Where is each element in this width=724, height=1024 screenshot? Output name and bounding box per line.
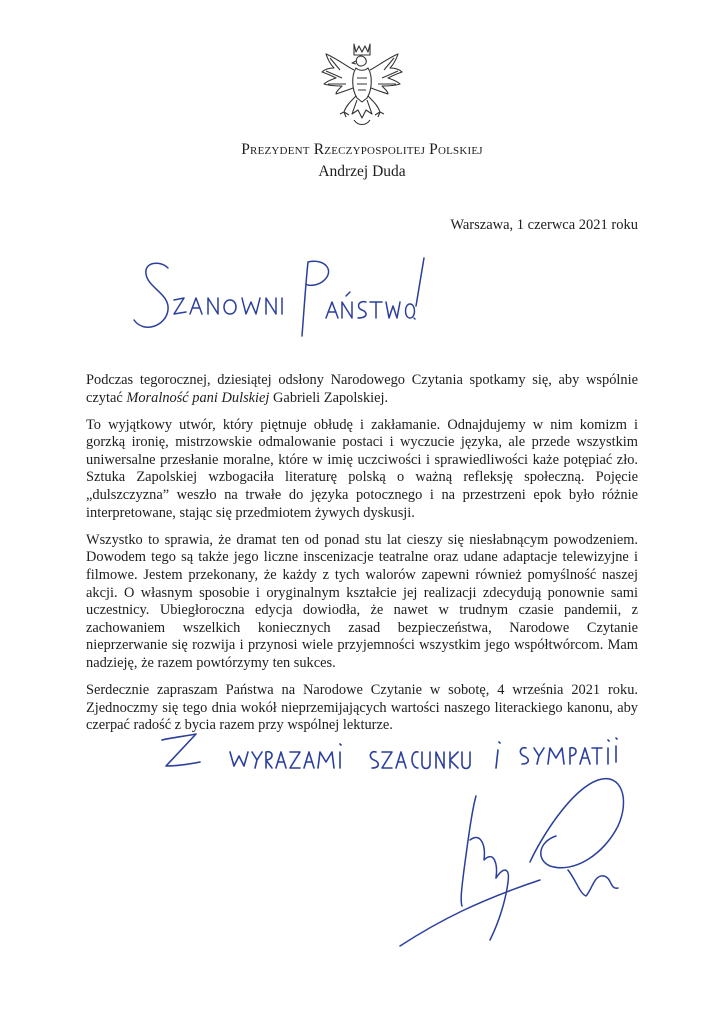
letter-date: Warszawa, 1 czerwca 2021 roku	[450, 217, 638, 233]
office-title: Prezydent Rzeczypospolitej Polskiej	[241, 141, 483, 158]
paragraph-1: Podczas tegorocznej, dziesiątej odsłony Narodowego Czytania spotkamy się, aby wspólnie czytać Moralność pani Dulskiej Gabrieli Zapolskiej.	[86, 372, 638, 406]
president-name: Andrzej Duda	[318, 163, 406, 180]
handwritten-greeting	[130, 250, 430, 360]
letter-body	[86, 372, 638, 735]
white-eagle-emblem-icon	[316, 40, 408, 136]
book-title: Moralność pani Dulskiej	[126, 389, 270, 406]
paragraph-3: Wszystko to sprawia, że dramat ten od ponad stu lat cieszy się niesłabnącym powodzeniem. Dowodem tego są także jego liczne inscenizacje teatralne oraz udane adaptacje telewizyjne i filmowe. Jestem przekonany, że każdy z tych walorów zapewni również pomyślność naszej akcji. O własnym sposobie i oryginalnym kształcie jej realizacji zdecydują ponownie sami uczestnicy. Ubiegłoroczna edycja dowiodła, że nawet w trudnym czasie pandemii, z zachowaniem wszelkich koniecznych zasad bezpieczeństwa, Narodowe Czytanie nieprzerwanie się rozwija i przynosi wiele przyjemności wszystkim jego współtwórcom. Mam nadzieję, że razem powtórzymy ten sukces.	[86, 531, 638, 671]
paragraph-4: Serdecznie zapraszam Państwa na Narodowe Czytanie w sobotę, 4 września 2021 roku. Zjednoczmy się tego dnia wokół nieprzemijających wartości naszego literackiego kanonu, aby czerpać radość z bycia razem przy wspólnej lekturze.	[86, 682, 638, 734]
paragraph-2: To wyjątkowy utwór, który piętnuje obłudę i zakłamanie. Odnajdujemy w nim komizm i gorzką ironię, mistrzowskie odmalowanie postaci i wyczucie języka, ale przede wszystkim uniwersalne przesłanie moralne, które w imię uczciwości i sprawiedliwości każe potępiać zło. Sztuka Zapolskiej wzbogaciła literaturę polską o ważną refleksję społeczną. Pojęcie „dulszczyzna” weszło na trwałe do języka potocznego i na przestrzeni epok było różnie interpretowane, stając się przedmiotem żywych dyskusji.	[86, 416, 638, 521]
handwritten-signature	[390, 770, 650, 950]
